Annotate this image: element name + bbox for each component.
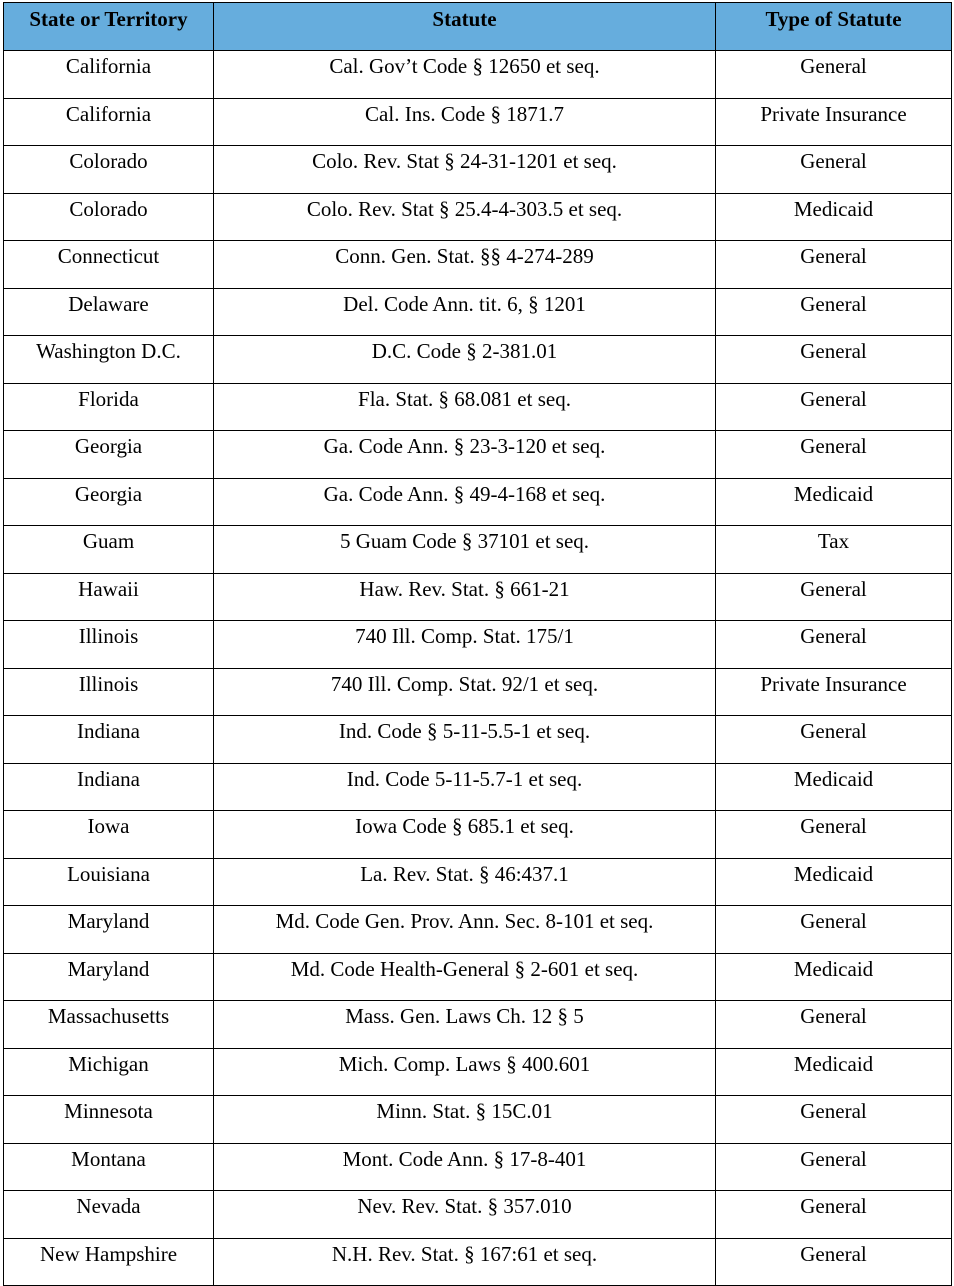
cell-state: Minnesota <box>4 1096 214 1144</box>
cell-type: Medicaid <box>716 859 952 906</box>
cell-type: General <box>716 1191 952 1239</box>
cell-type: General <box>716 1096 952 1144</box>
cell-type: Medicaid <box>716 1049 952 1096</box>
table-row <box>4 384 952 431</box>
cell-type: General <box>716 906 952 954</box>
cell-type: Private Insurance <box>716 99 952 146</box>
cell-statute: Md. Code Health-General § 2-601 et seq. <box>214 954 716 1001</box>
cell-statute: Colo. Rev. Stat § 25.4-4-303.5 et seq. <box>214 194 716 241</box>
cell-state: Guam <box>4 526 214 574</box>
table-row <box>4 716 952 764</box>
cell-type: General <box>716 336 952 384</box>
cell-type: General <box>716 384 952 431</box>
cell-type: General <box>716 1239 952 1286</box>
cell-statute: 740 Ill. Comp. Stat. 175/1 <box>214 621 716 669</box>
table-row <box>4 51 952 99</box>
cell-state: Montana <box>4 1144 214 1191</box>
cell-type: Tax <box>716 526 952 574</box>
cell-type: General <box>716 621 952 669</box>
cell-statute: Del. Code Ann. tit. 6, § 1201 <box>214 289 716 336</box>
cell-type: Medicaid <box>716 194 952 241</box>
cell-type: Private Insurance <box>716 669 952 716</box>
cell-state: Maryland <box>4 906 214 954</box>
cell-statute: Mass. Gen. Laws Ch. 12 § 5 <box>214 1001 716 1049</box>
cell-state: Illinois <box>4 669 214 716</box>
cell-type: General <box>716 574 952 621</box>
cell-state: Washington D.C. <box>4 336 214 384</box>
cell-type: General <box>716 146 952 194</box>
cell-state: Indiana <box>4 716 214 764</box>
cell-state: Michigan <box>4 1049 214 1096</box>
cell-state: Nevada <box>4 1191 214 1239</box>
cell-state: New Hampshire <box>4 1239 214 1286</box>
cell-state: Georgia <box>4 479 214 526</box>
cell-type: General <box>716 1001 952 1049</box>
cell-type: Medicaid <box>716 764 952 811</box>
table-row <box>4 1144 952 1191</box>
cell-state: Colorado <box>4 146 214 194</box>
cell-type: General <box>716 431 952 479</box>
cell-statute: Fla. Stat. § 68.081 et seq. <box>214 384 716 431</box>
header-state: State or Territory <box>4 3 214 51</box>
cell-statute: Ind. Code § 5-11-5.5-1 et seq. <box>214 716 716 764</box>
cell-statute: Mich. Comp. Laws § 400.601 <box>214 1049 716 1096</box>
cell-state: Indiana <box>4 764 214 811</box>
state-statutes-table <box>3 2 952 1286</box>
cell-state: Iowa <box>4 811 214 859</box>
cell-statute: Haw. Rev. Stat. § 661-21 <box>214 574 716 621</box>
table-row <box>4 479 952 526</box>
table-row <box>4 431 952 479</box>
table-row <box>4 99 952 146</box>
cell-state: California <box>4 51 214 99</box>
cell-state: Maryland <box>4 954 214 1001</box>
table-row <box>4 811 952 859</box>
header-row <box>4 3 952 51</box>
table-row <box>4 764 952 811</box>
table-row <box>4 194 952 241</box>
cell-statute: Minn. Stat. § 15C.01 <box>214 1096 716 1144</box>
table-row <box>4 574 952 621</box>
table-row <box>4 859 952 906</box>
cell-statute: N.H. Rev. Stat. § 167:61 et seq. <box>214 1239 716 1286</box>
cell-state: Illinois <box>4 621 214 669</box>
cell-state: Hawaii <box>4 574 214 621</box>
cell-statute: Mont. Code Ann. § 17-8-401 <box>214 1144 716 1191</box>
cell-type: General <box>716 289 952 336</box>
table-row <box>4 669 952 716</box>
cell-statute: Cal. Ins. Code § 1871.7 <box>214 99 716 146</box>
cell-state: Georgia <box>4 431 214 479</box>
cell-statute: Ind. Code 5-11-5.7-1 et seq. <box>214 764 716 811</box>
cell-statute: La. Rev. Stat. § 46:437.1 <box>214 859 716 906</box>
cell-statute: Md. Code Gen. Prov. Ann. Sec. 8-101 et seq. <box>214 906 716 954</box>
table-row <box>4 289 952 336</box>
header-type: Type of Statute <box>716 3 952 51</box>
cell-statute: 5 Guam Code § 37101 et seq. <box>214 526 716 574</box>
cell-type: General <box>716 241 952 289</box>
table-row <box>4 336 952 384</box>
cell-state: Delaware <box>4 289 214 336</box>
table-row <box>4 146 952 194</box>
cell-statute: D.C. Code § 2-381.01 <box>214 336 716 384</box>
cell-state: Florida <box>4 384 214 431</box>
table-row <box>4 906 952 954</box>
cell-statute: Conn. Gen. Stat. §§ 4-274-289 <box>214 241 716 289</box>
cell-type: General <box>716 811 952 859</box>
cell-statute: 740 Ill. Comp. Stat. 92/1 et seq. <box>214 669 716 716</box>
cell-statute: Nev. Rev. Stat. § 357.010 <box>214 1191 716 1239</box>
cell-state: California <box>4 99 214 146</box>
table-header <box>4 3 952 51</box>
cell-type: Medicaid <box>716 954 952 1001</box>
header-statute: Statute <box>214 3 716 51</box>
table-row <box>4 241 952 289</box>
cell-state: Massachusetts <box>4 1001 214 1049</box>
cell-statute: Colo. Rev. Stat § 24-31-1201 et seq. <box>214 146 716 194</box>
cell-type: General <box>716 1144 952 1191</box>
table-row <box>4 954 952 1001</box>
cell-state: Colorado <box>4 194 214 241</box>
table-body <box>4 51 952 1286</box>
cell-type: General <box>716 716 952 764</box>
table-row <box>4 1049 952 1096</box>
table-row <box>4 1096 952 1144</box>
cell-type: General <box>716 51 952 99</box>
cell-state: Louisiana <box>4 859 214 906</box>
table-row <box>4 621 952 669</box>
table-row <box>4 1239 952 1286</box>
cell-type: Medicaid <box>716 479 952 526</box>
table-row <box>4 1001 952 1049</box>
table-row <box>4 1191 952 1239</box>
cell-state: Connecticut <box>4 241 214 289</box>
cell-statute: Ga. Code Ann. § 23-3-120 et seq. <box>214 431 716 479</box>
cell-statute: Cal. Gov’t Code § 12650 et seq. <box>214 51 716 99</box>
table-row <box>4 526 952 574</box>
cell-statute: Iowa Code § 685.1 et seq. <box>214 811 716 859</box>
cell-statute: Ga. Code Ann. § 49-4-168 et seq. <box>214 479 716 526</box>
